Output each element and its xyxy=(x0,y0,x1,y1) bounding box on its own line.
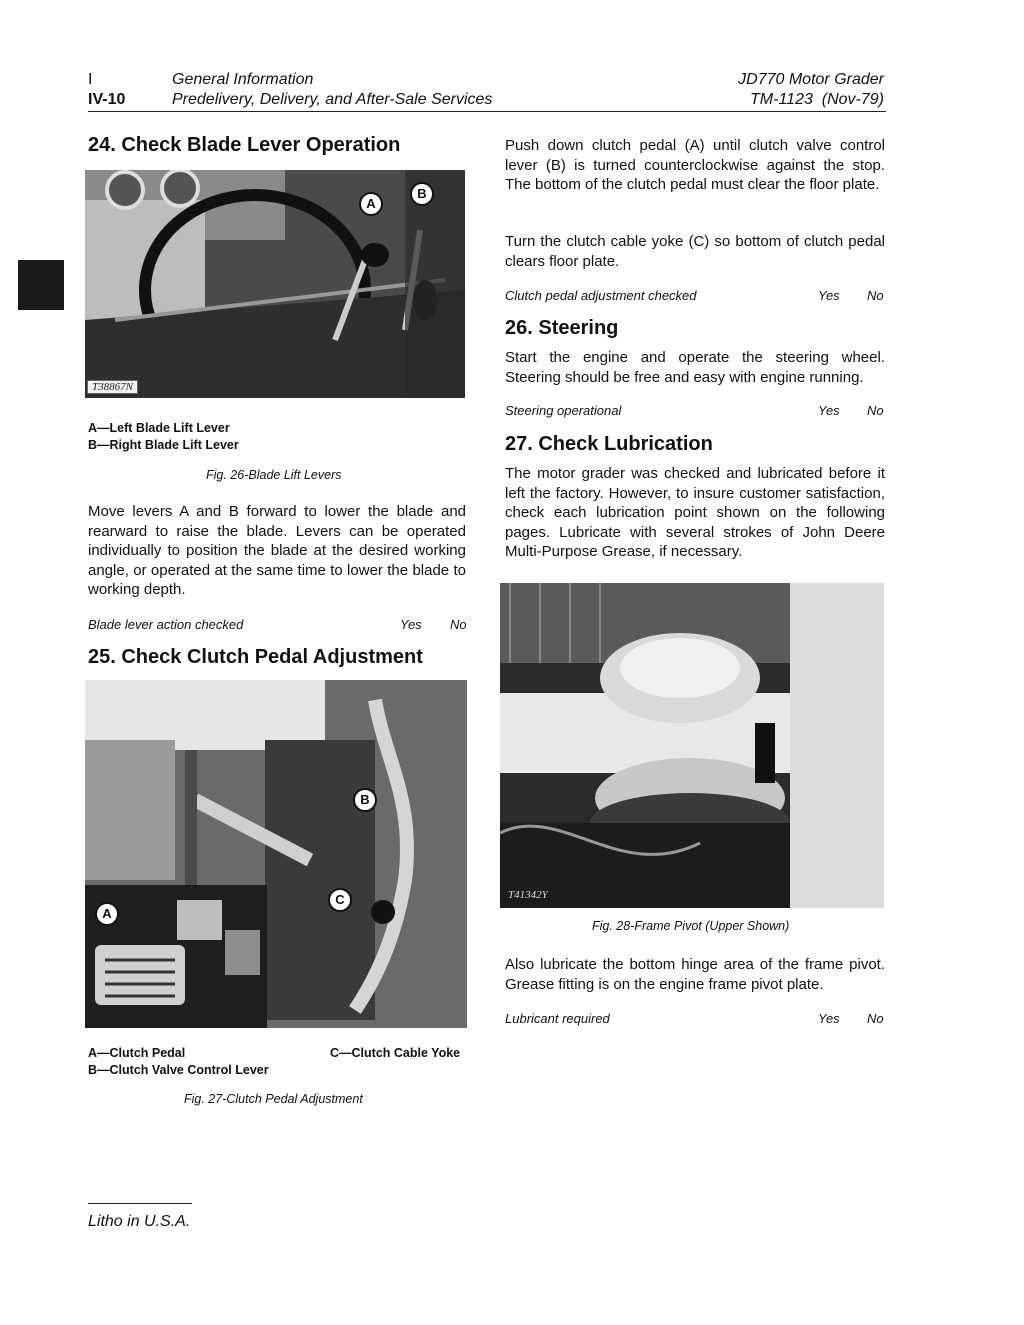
section-27-heading: 27. Check Lubrication xyxy=(505,433,713,455)
section-27-text: The motor grader was checked and lubricated before it left the factory. However, to insure customer satisfaction, check each lubrication point shown on the following pages. Lubricate with several strokes of John Deere Multi-Purpose Grease, if necessary. xyxy=(505,465,885,560)
fig27-legend-c: C—Clutch Cable Yoke xyxy=(330,1046,461,1060)
fig27-legend-col1 xyxy=(88,1045,269,1079)
section-27-no[interactable]: No xyxy=(867,1011,884,1026)
section-25-heading: 25. Check Clutch Pedal Adjustment xyxy=(88,646,423,668)
section-25-para2: Turn the clutch cable yoke (C) so bottom of clutch pedal clears floor plate. xyxy=(505,233,885,270)
footer-rule xyxy=(88,1203,192,1204)
fig27-legend-b: B—Clutch Valve Control Lever xyxy=(88,1063,269,1077)
section-roman: I xyxy=(88,71,93,88)
section-24-text: Move levers A and B forward to lower the blade and rearward to raise the blade. Levers can be operated individually to position the blade at the desired working angle, or operated at the same time to lower the blade to working depth. xyxy=(88,503,466,598)
section-26-text: Start the engine and operate the steering wheel. Steering should be free and easy with engine running. xyxy=(505,349,885,386)
section-24-yes[interactable]: Yes xyxy=(400,617,422,632)
fig26-legend-a: A—Left Blade Lift Lever xyxy=(88,421,230,435)
fig27-callout-b: B xyxy=(353,788,377,812)
header-model: JD770 Motor Grader xyxy=(738,71,884,88)
header-title-line2: Predelivery, Delivery, and After-Sale Services xyxy=(172,91,493,108)
fig27-photo xyxy=(85,680,467,1028)
fig26-photo xyxy=(85,170,465,398)
section-25-no[interactable]: No xyxy=(867,288,884,303)
section-25-para1: Push down clutch pedal (A) until clutch valve control lever (B) is turned counterclockwise against the stop. The bottom of the clutch pedal must clear the floor plate. xyxy=(505,137,885,193)
section-24-check-label: Blade lever action checked xyxy=(88,617,244,632)
fig27-caption: Fig. 27-Clutch Pedal Adjustment xyxy=(184,1092,363,1106)
fig26-legend xyxy=(88,420,239,454)
section-tab-marker xyxy=(18,260,64,310)
section-27-text2: Also lubricate the bottom hinge area of the frame pivot. Grease fitting is on the engine frame pivot plate. xyxy=(505,956,885,993)
section-25-yes[interactable]: Yes xyxy=(818,288,840,303)
fig26-photo-id: T38867N xyxy=(87,380,138,394)
section-26-no[interactable]: No xyxy=(867,403,884,418)
fig27-callout-a: A xyxy=(95,902,119,926)
section-code: IV-10 xyxy=(88,91,126,108)
section-24-heading: 24. Check Blade Lever Operation xyxy=(88,134,401,156)
fig26-callout-a: A xyxy=(359,192,383,216)
fig26-legend-b: B—Right Blade Lift Lever xyxy=(88,438,239,452)
fig26-caption: Fig. 26-Blade Lift Levers xyxy=(206,468,342,482)
section-27-yes[interactable]: Yes xyxy=(818,1011,840,1026)
fig27-callout-c: C xyxy=(328,888,352,912)
header-rule xyxy=(88,111,886,112)
fig28-photo-id: T41342Y xyxy=(508,889,548,901)
header-manual-ref: TM-1123 (Nov-79) xyxy=(750,91,884,108)
fig27-legend-a: A—Clutch Pedal xyxy=(88,1046,186,1060)
fig27-legend-col2 xyxy=(330,1045,460,1062)
fig28-caption: Fig. 28-Frame Pivot (Upper Shown) xyxy=(592,919,790,933)
fig28-photo xyxy=(500,583,884,908)
section-27-check-label: Lubricant required xyxy=(505,1011,610,1026)
fig26-callout-b: B xyxy=(410,182,434,206)
section-26-heading: 26. Steering xyxy=(505,317,619,339)
header-title-line1: General Information xyxy=(172,71,314,88)
section-24-no[interactable]: No xyxy=(450,617,467,632)
footer-litho: Litho in U.S.A. xyxy=(88,1213,191,1230)
section-26-check-label: Steering operational xyxy=(505,403,622,418)
section-25-check-label: Clutch pedal adjustment checked xyxy=(505,288,697,303)
section-26-yes[interactable]: Yes xyxy=(818,403,840,418)
